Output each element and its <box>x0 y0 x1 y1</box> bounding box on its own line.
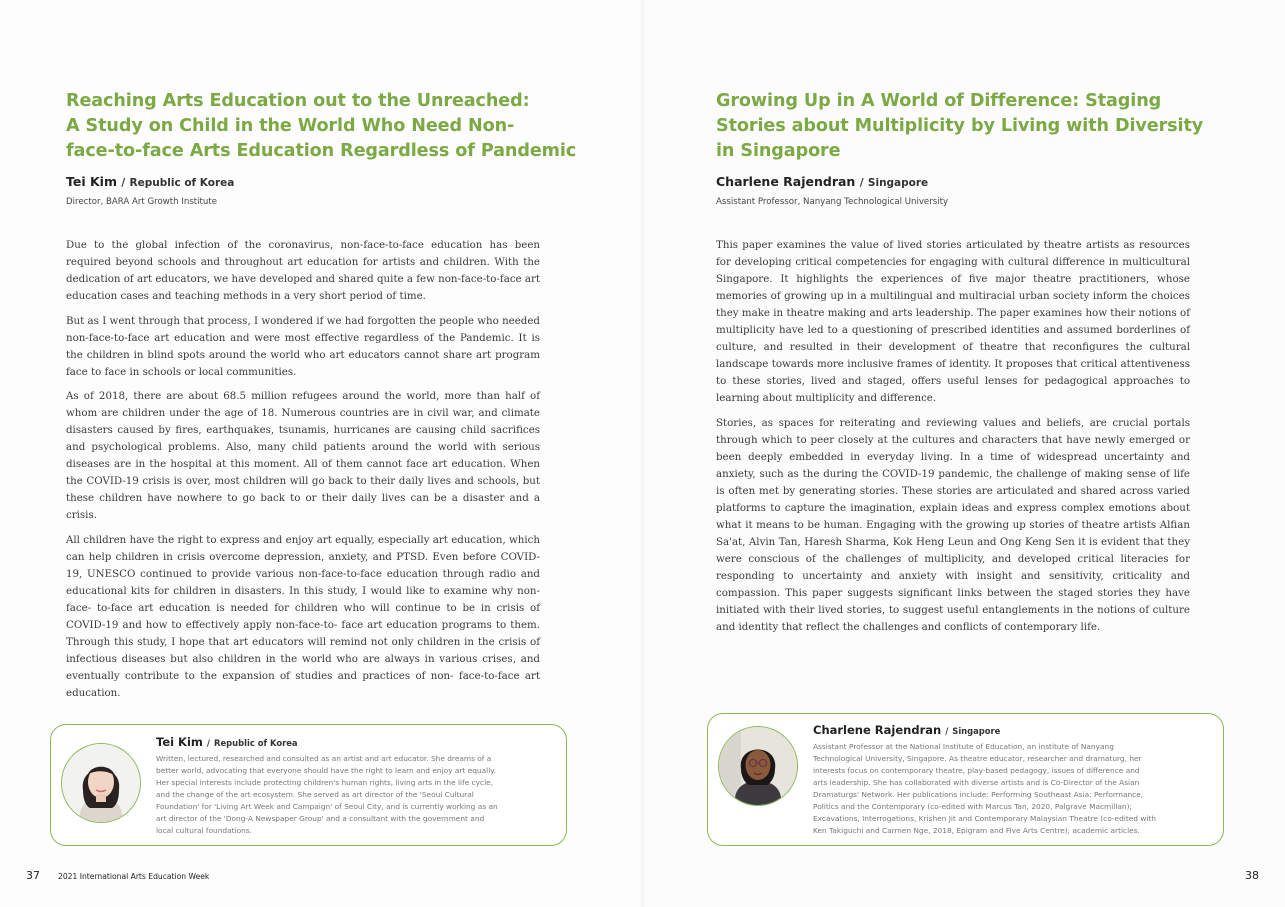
bio-line: and the change of the art ecosystem. She served as art director of the 'Seoul Cultural <box>156 790 474 799</box>
author-name: Charlene Rajendran <box>716 174 856 189</box>
title-line: Stories about Multiplicity by Living with Diversity <box>716 116 1204 136</box>
title-line: in Singapore <box>716 141 841 161</box>
left-article-title <box>66 89 576 164</box>
bio-line: Her special interests include protecting children's human rights, living arts in the life cycle, <box>156 778 494 787</box>
right-author-line <box>716 174 928 189</box>
left-bio-text <box>156 753 498 837</box>
bio-country: Republic of Korea <box>214 738 298 748</box>
paragraph: But as I went through that process, I wondered if we had forgotten the people who needed non-face-to-face art education and were most effective regardless of the Pandemic. It is the children in blind spots around the world who art educators cannot share art program face to face in schools or local communities. <box>66 314 540 378</box>
avatar <box>61 743 141 823</box>
bio-line: Excavations, Interrogations, Krishen Jit and Contemporary Malaysian Theatre (co-edited with <box>813 814 1156 823</box>
bio-name: Charlene Rajendran <box>813 723 942 737</box>
right-article-title <box>716 89 1203 164</box>
bio-country: Singapore <box>952 726 1001 736</box>
running-footer: 2021 International Arts Education Week <box>58 872 210 881</box>
page-number-right: 38 <box>1245 869 1259 882</box>
bio-line: Foundation' for 'Living Art Week and Campaign' of Seoul City, and is currently working as an <box>156 802 498 811</box>
bio-line: local cultural foundations. <box>156 826 252 835</box>
paragraph: Due to the global infection of the coronavirus, non-face-to-face education has been required beyond schools and throughout art education for artists and children. With the dedication of art educators, we have developed and shared quite a few non-face-to-face art education cases and teaching methods in a very short period of time. <box>66 239 541 302</box>
bio-line: Assistant Professor at the National Institute of Education, an institute of Nanyang <box>813 742 1114 751</box>
title-line: face-to-face Arts Education Regardless of Pandemic <box>66 141 577 161</box>
author-separator: / <box>121 177 126 189</box>
left-author-affiliation: Director, BARA Art Growth Institute <box>66 197 218 207</box>
bio-line: Ken Takiguchi and Carmen Nge, 2018, Epigram and Five Arts Centre); academic articles. <box>813 826 1140 835</box>
bio-line: interests focus on contemporary theatre, play-based pedagogy, issues of difference and <box>813 766 1140 775</box>
bio-line: Dramaturgs' Network. Her publications include: Performing Southeast Asia: Performance, <box>813 790 1144 799</box>
right-bio-text <box>813 741 1156 837</box>
left-abstract <box>66 237 540 709</box>
left-bio-name-line <box>156 735 298 749</box>
right-author-affiliation: Assistant Professor, Nanyang Technological University <box>716 197 949 207</box>
bio-line: arts leadership. She has collaborated with diverse artists and is Co-Director of the Asian <box>813 778 1140 787</box>
author-country: Republic of Korea <box>129 177 235 189</box>
author-separator: / <box>859 177 864 189</box>
paragraph: As of 2018, there are about 68.5 million refugees around the world, more than half of whom are children under the age of 18. Numerous countries are in civil war, and climate disasters caused by fires, earthquakes, tsunamis, hurricanes are causing child sacrifices and psychological problems. Also, many child patients around the world with serious diseases are in the hospital at this moment. All of them cannot face art education. When the COVID-19 crisis is over, most children will go back to their daily lives and schools, but these children have nowhere to go back to or their daily lives can be a disaster and a crisis. <box>66 390 540 521</box>
title-line: A Study on Child in the World Who Need Non- <box>66 116 515 136</box>
right-abstract <box>716 237 1190 643</box>
bio-line: Technological University, Singapore. As theatre educator, researcher and dramaturg, her <box>813 754 1142 763</box>
author-country: Singapore <box>867 177 929 189</box>
paragraph: This paper examines the value of lived stories articulated by theatre artists as resources for developing critical competencies for engaging with cultural difference in multicultural Singapore. It highlights the experiences of five major theatre practitioners, whose memories of growing up in a multilingual and multiracial urban society inform the choices they make in theatre making and arts leadership. The paper examines how their notions of multiplicity have led to a questioning of prescribed identities and assumed borderlines of culture, and resulted in their development of theatre that reconfigures the cultural landscape towards more inclusive frames of identity. It proposes that critical attentiveness to these stories, lived and staged, offers useful lenses for pedagogical approaches to learning about multiplicity and difference. <box>716 239 1190 404</box>
title-line: Growing Up in A World of Difference: Staging <box>716 91 1162 111</box>
bio-line: art director of the 'Dong-A Newspaper Group' and a consultant with the government and <box>156 814 485 823</box>
bio-line: Written, lectured, researched and consulted as an artist and art educator. She dreams of a <box>156 754 492 763</box>
left-author-line <box>66 174 234 189</box>
title-line: Reaching Arts Education out to the Unreached: <box>66 91 530 111</box>
page-gutter <box>641 0 644 907</box>
right-bio-name-line <box>813 723 1000 737</box>
bio-line: better world, advocating that everyone should have the right to learn and enjoy art equally. <box>156 766 496 775</box>
portrait-photo-tei-kim <box>62 744 140 822</box>
bio-name: Tei Kim <box>156 735 203 749</box>
bio-separator: / <box>206 738 210 748</box>
paragraph: Stories, as spaces for reiterating and reviewing values and beliefs, are crucial portals through which to peer closely at the cultures and characters that have newly emerged or been deeply embedded in everyday living. In a time of widespread uncertainty and anxiety, such as the during the COVID-19 pandemic, the challenge of making sense of life is often met by generating stories. These stories are articulated and shared across varied platforms to capture the imagination, explain ideas and express complex emotions about what it means to be human. Engaging with the growing up stories of theatre artists Alfian Sa'at, Alvin Tan, Haresh Sharma, Kok Heng Leun and Ong Keng Sen it is evident that they were conscious of the challenges of multiplicity, and developed critical literacies for responding to uncertainty and anxiety with insight and sensitivity, criticality and compassion. This paper suggests significant links between the staged stories they have initiated with their lived stories, to suggest useful entanglements in the notions of culture and identity that reflect the challenges and conflicts of contemporary life. <box>716 416 1190 633</box>
bio-separator: / <box>945 726 949 736</box>
portrait-photo-charlene-rajendran <box>719 727 797 805</box>
paragraph: All children have the right to express and enjoy art equally, especially art education, which can help children in crisis overcome depression, anxiety, and PTSD. Even before COVID-19, UNESCO continued to provide various non-face-to-face education through radio and educational kits for children in disasters. In this study, I would like to examine why non-face- to-face art education is needed for children who will continue to be in crisis of COVID-19 and how to effectively apply non-face-to- face art education programs to them. Through this study, I hope that art educators will remind not only children in the crisis of infectious diseases but also children in the world who are always in various crises, and eventually contribute to the expansion of studies and practices of non- face-to-face art education. <box>66 533 540 699</box>
avatar <box>718 726 798 806</box>
page-number-left: 37 <box>26 869 40 882</box>
bio-line: Politics and the Contemporary (co-edited with Marcus Tan, 2020, Palgrave Macmillan); <box>813 802 1132 811</box>
author-name: Tei Kim <box>66 174 117 189</box>
